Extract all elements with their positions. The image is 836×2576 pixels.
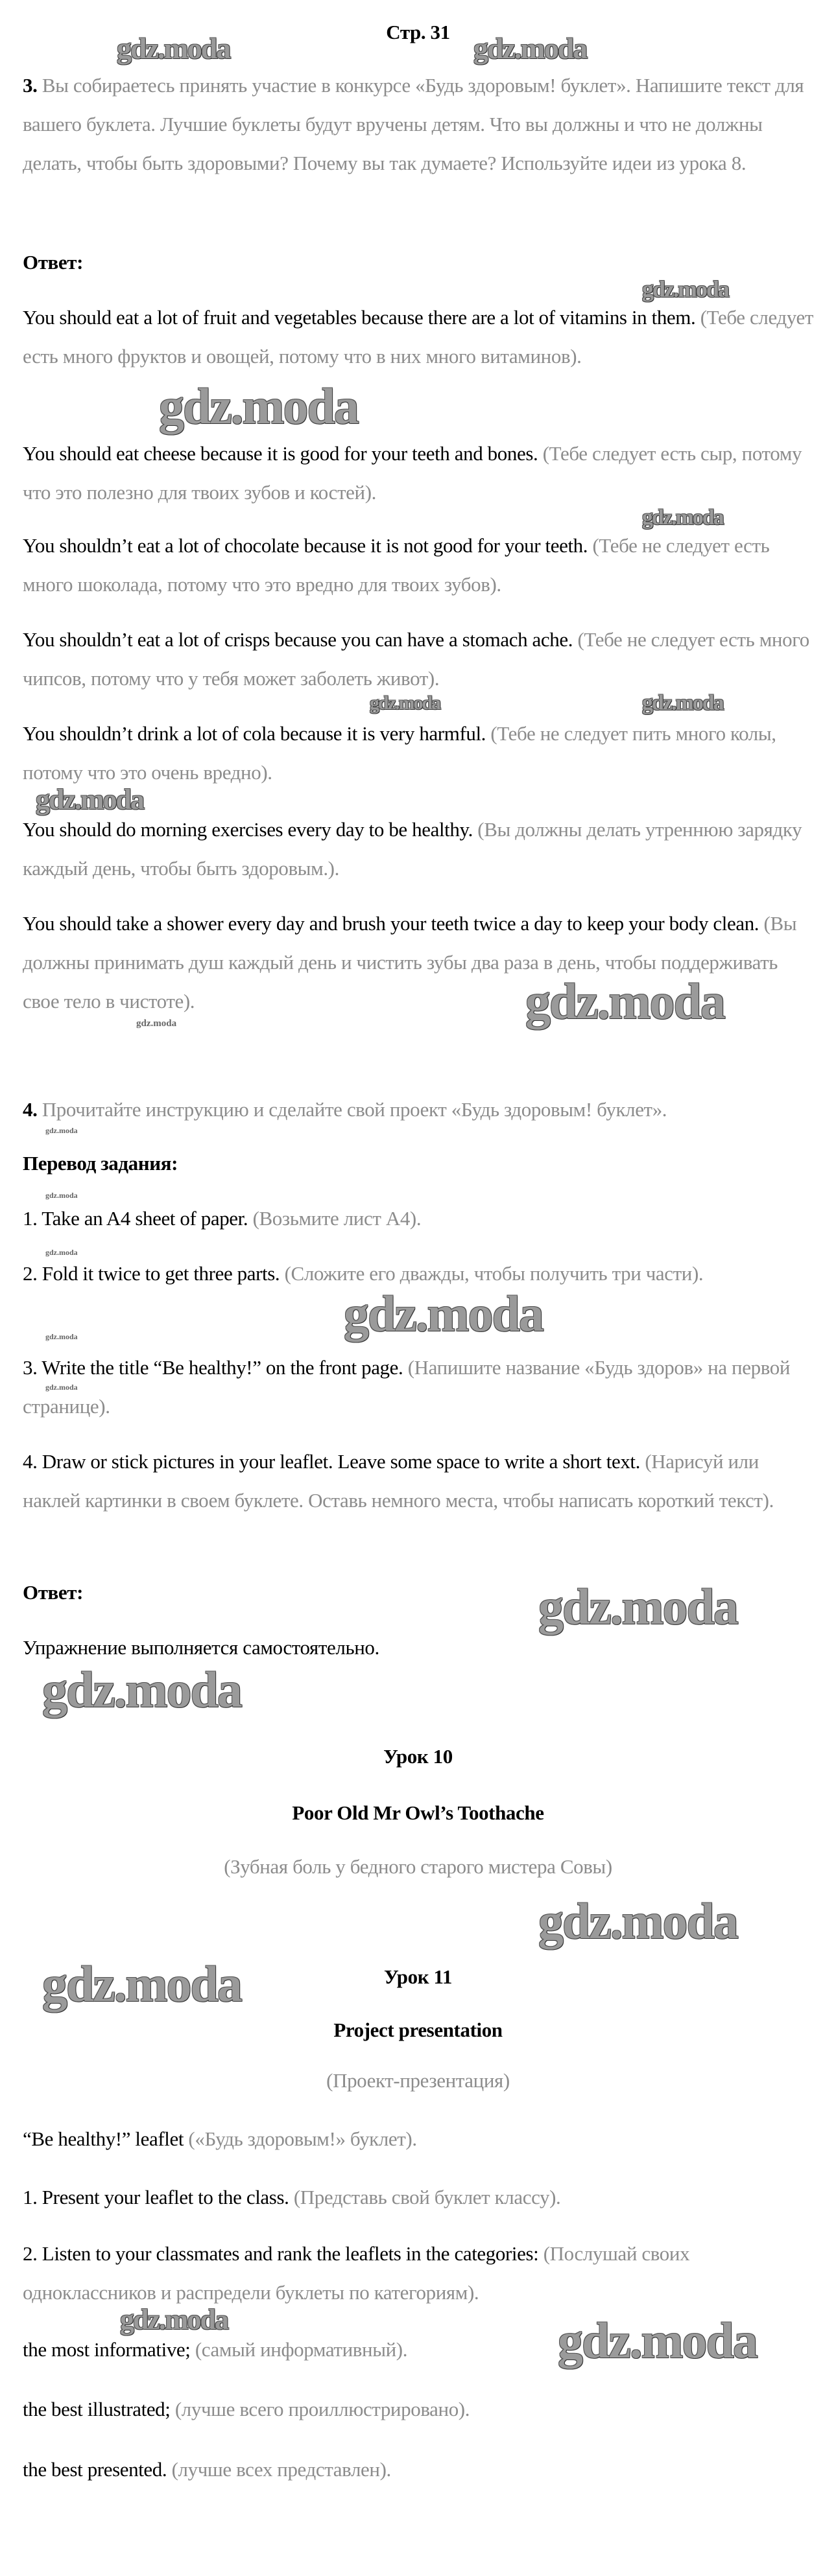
watermark: gdz.moda [45,1332,78,1341]
watermark: gdz.moda [538,1893,737,1949]
watermark: gdz.moda [42,1661,241,1718]
task4-number: 4. [23,1098,38,1121]
watermark: gdz.moda [45,1191,78,1200]
lesson11-subtitle: Project presentation [333,2019,503,2041]
task3-prompt [23,66,817,183]
watermark: gdz.moda [45,1248,78,1257]
answer-item: You should eat cheese because it is good for your teeth and bones. (Тебе следует есть сыр, потому что это полезно для твоих зубов и костей). [23,442,802,504]
lesson11-item: 2. Listen to your classmates and rank the leaflets in the categories: (Послушай своих одноклассников и распредели буклеты по категориям). [23,2242,690,2304]
watermark: gdz.moda [45,1126,78,1135]
task4-answer-label: Ответ: [23,1581,83,1604]
lesson10-title: Урок 10 [383,1745,453,1768]
lesson11-title: Урок 11 [383,1965,453,1988]
watermark: gdz.moda [120,2304,228,2336]
task4-translation-label: Перевод задания: [23,1152,178,1175]
lesson11-item: “Be healthy!” leaflet («Будь здоровым!» буклет). [23,2127,417,2150]
task3-number: 3. [23,74,38,97]
watermark: gdz.moda [525,973,724,1029]
watermark: gdz.moda [344,1285,543,1342]
watermark: gdz.moda [642,506,723,530]
answer-item: You shouldn’t eat a lot of chocolate because it is not good for your teeth. (Тебе не следует есть много шоколада, потому что это вредно для твоих зубов). [23,534,770,596]
watermark: gdz.moda [473,32,587,65]
task4-answer: Упражнение выполняется самостоятельно. [23,1636,379,1659]
answer-item: You shouldn’t eat a lot of crisps because you can have a stomach ache. (Тебе не следует есть много чипсов, потому что у тебя может заболеть живот). [23,628,809,690]
answer-item: You shouldn’t drink a lot of cola because it is very harmful. (Тебе не следует пить много колы, потому что это очень вредно). [23,722,776,784]
watermark: gdz.moda [642,691,723,715]
step-item: 4. Draw or stick pictures in your leaflet. Leave some space to write a short text. (Нарисуй или наклей картинки в своем буклете. Оставь немного места, чтобы написать короткий текст). [23,1450,774,1512]
task4-text: Прочитайте инструкцию и сделайте свой проект «Будь здоровым! буклет». [42,1098,667,1121]
watermark: gdz.moda [370,692,440,714]
page-label: Стр. 31 [386,21,450,43]
task4-prompt [23,1090,817,1129]
task3-text: Вы собираетесь принять участие в конкурсе «Будь здоровым! буклет». Напишите текст для вашего буклета. Лучшие буклеты будут вручены детям. Что вы должны и что не должны делать, чтобы быть здоровыми? Почему вы так думаете? Используйте идеи из урока 8. [23,74,804,174]
watermark: gdz.moda [136,1018,177,1029]
watermark: gdz.moda [45,1383,78,1392]
watermark: gdz.moda [642,276,729,302]
watermark: gdz.moda [42,1956,241,2012]
watermark: gdz.moda [538,1578,737,1635]
step-item: 3. Write the title “Be healthy!” on the front page. (Напишите название «Будь здоров» на первой странице). [23,1356,791,1418]
watermark: gdz.moda [117,32,230,65]
answer-item: You should do morning exercises every day to be healthy. (Вы должны делать утреннюю зарядку каждый день, чтобы быть здоровым.). [23,818,802,880]
watermark: gdz.moda [159,378,358,434]
watermark: gdz.moda [558,2312,757,2369]
lesson11-item: the best illustrated; (лучше всего проиллюстрировано). [23,2398,470,2420]
step-item: 2. Fold it twice to get three parts. (Сложите его дважды, чтобы получить три части). [23,1262,704,1285]
step-item: 1. Take an A4 sheet of paper. (Возьмите лист А4). [23,1207,422,1230]
lesson10-subtitle: Poor Old Mr Owl’s Toothache [292,1801,544,1824]
answer-item: You should eat a lot of fruit and vegetables because there are a lot of vitamins in them. (Тебе следует есть много фруктов и овощей, потому что в них много витаминов). [23,306,813,368]
watermark: gdz.moda [36,784,144,815]
lesson10-translation: (Зубная боль у бедного старого мистера Совы) [224,1855,612,1878]
task3-answer-label: Ответ: [23,251,83,274]
lesson11-translation: (Проект-презентация) [326,2069,510,2092]
answer-item: You should take a shower every day and brush your teeth twice a day to keep your body clean. (Вы должны принимать душ каждый день и чистить зубы два раза в день, чтобы поддерживать свое тело в чистоте). [23,912,797,1013]
lesson11-item: the best presented. (лучше всех представлен). [23,2458,391,2481]
lesson11-item: 1. Present your leaflet to the class. (Представь свой буклет классу). [23,2186,561,2208]
lesson11-item: the most informative; (самый информативный). [23,2338,408,2361]
